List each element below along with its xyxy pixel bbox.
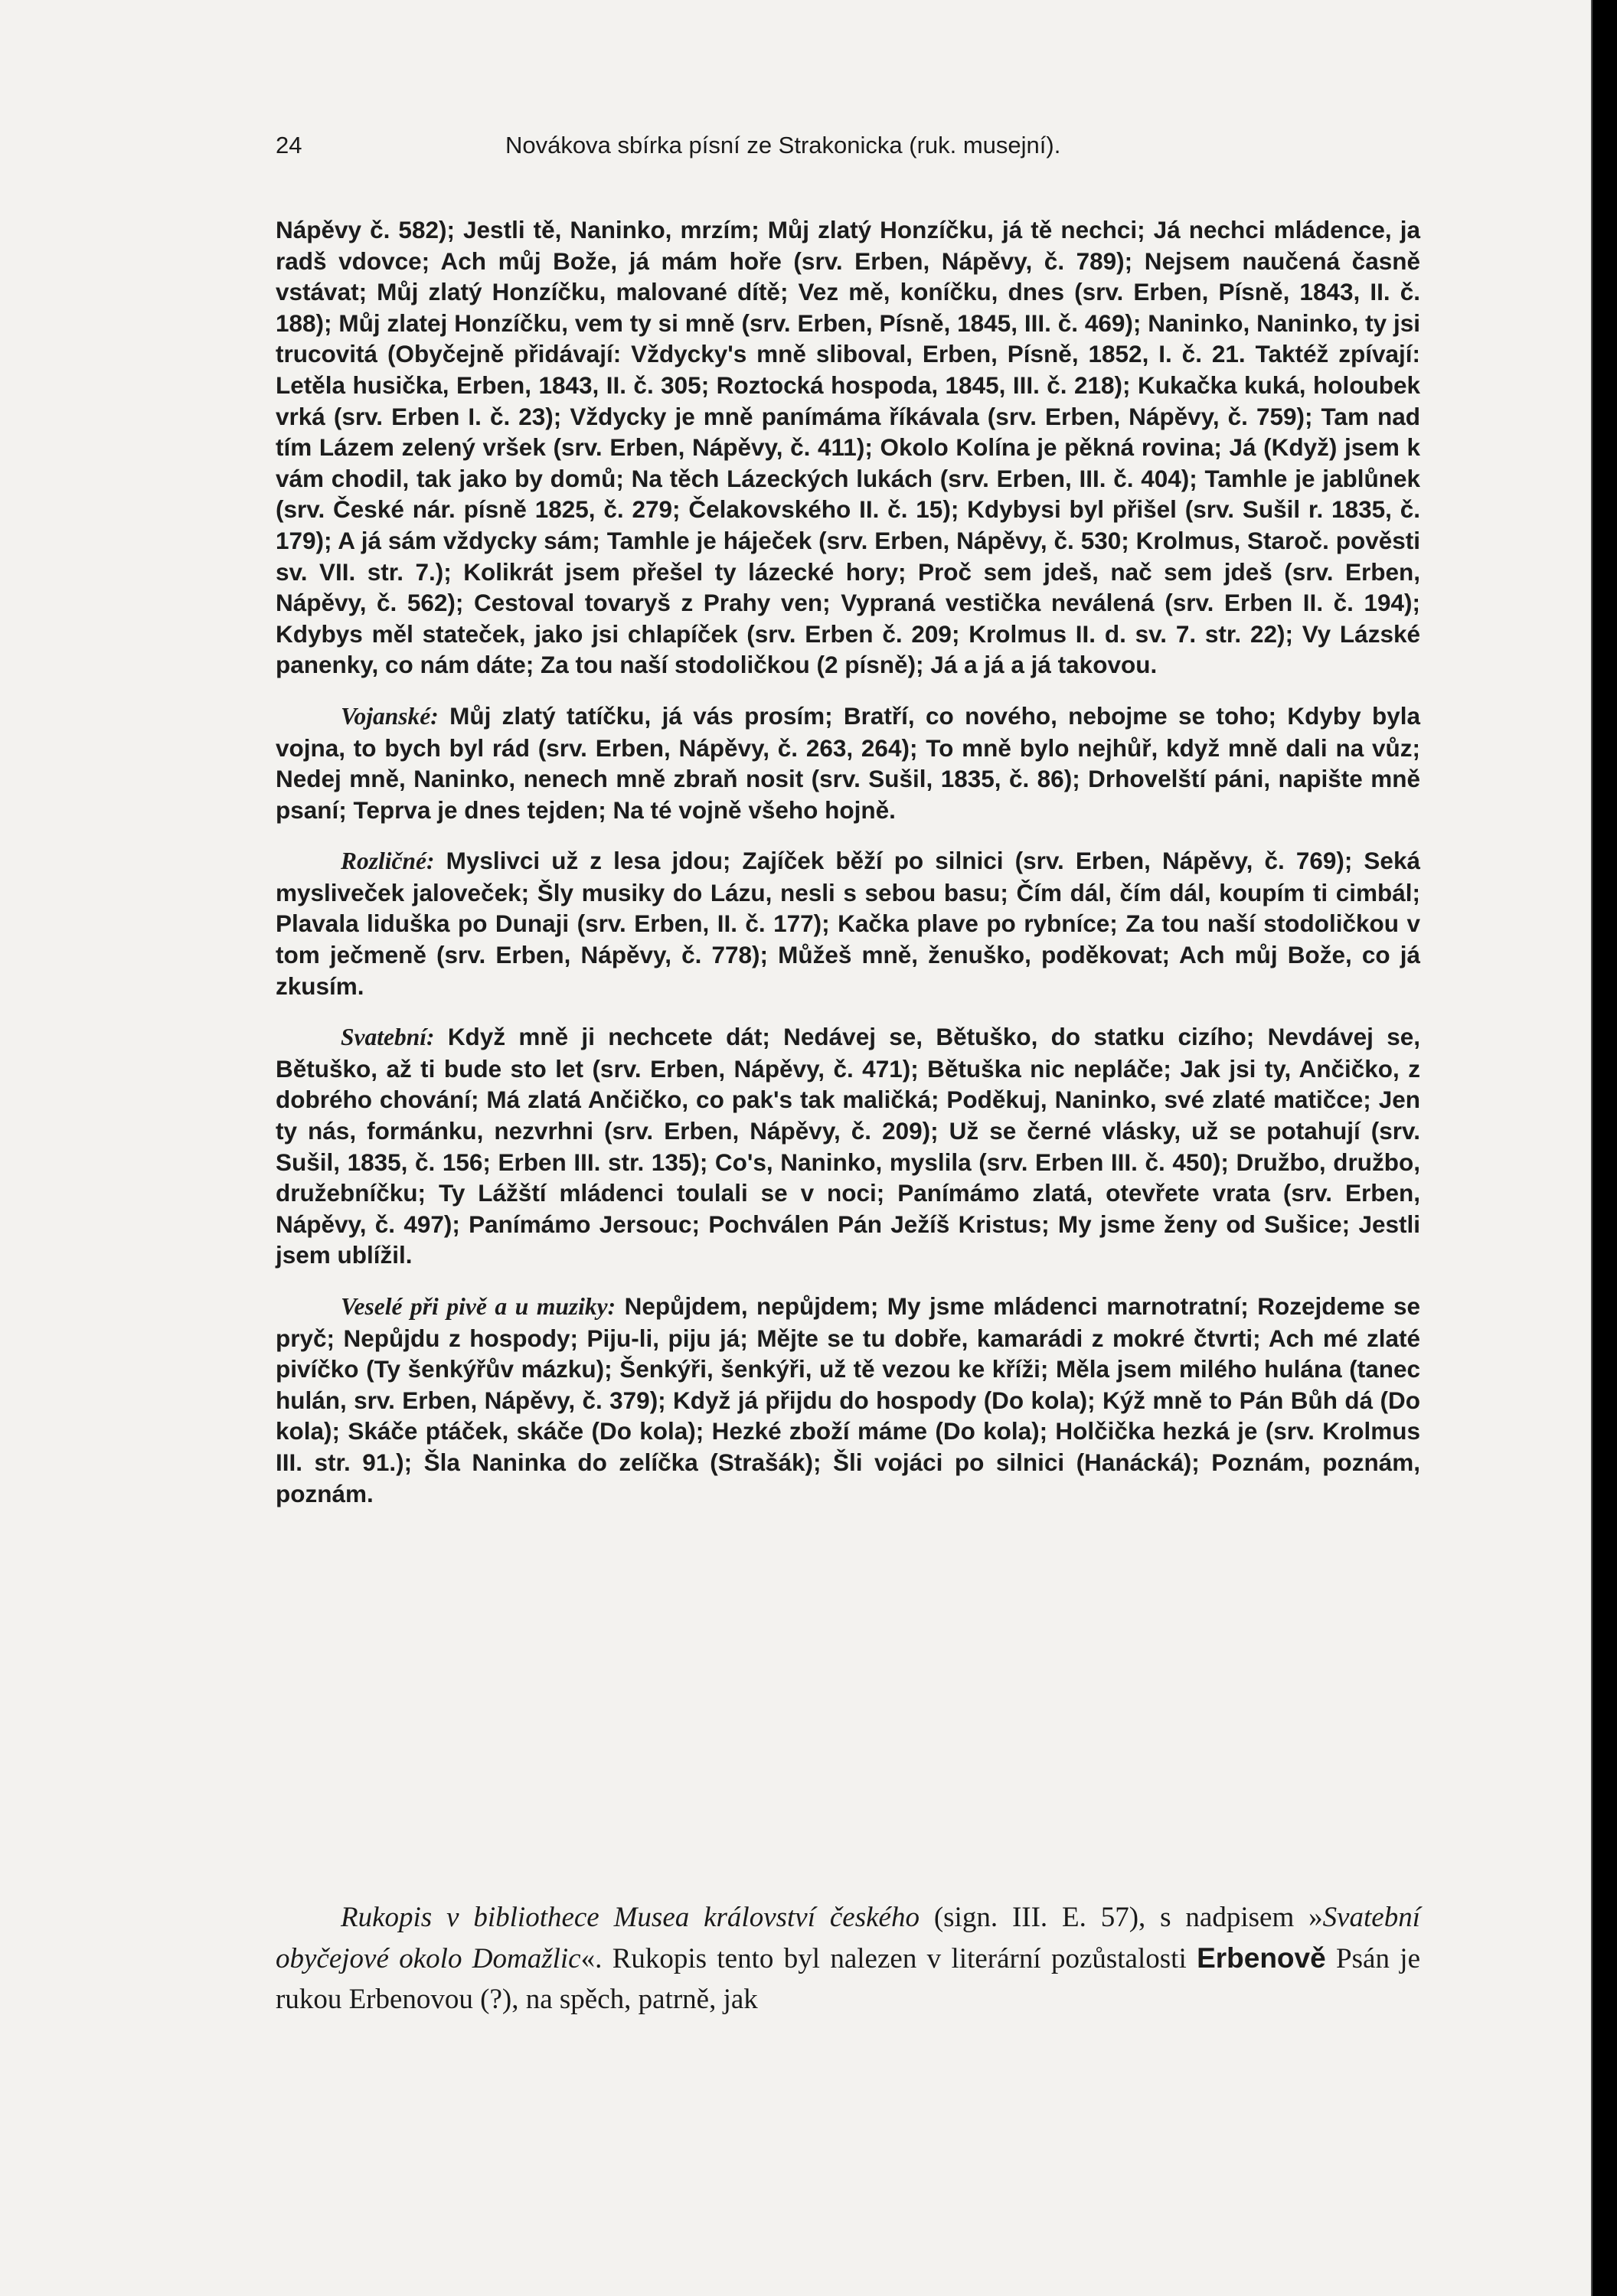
paragraph-vojanske	[276, 701, 1420, 825]
section-lead-svatebni: Svatební:	[341, 1024, 435, 1051]
page-number: 24	[276, 132, 302, 158]
manuscript-title: Rukopis v bibliothece Musea království českého	[341, 1902, 920, 1933]
manuscript-text-part: Psán je rukou Erbenovou (?), na spěch, patrně, jak	[276, 1943, 1420, 2015]
paragraph-text: Myslivci už z lesa jdou; Zajíček běží po silnici (srv. Erben, Nápěvy, č. 769); Seká mysliveček jaloveček; Šly musiky do Lázu, nesli s sebou basu; Čím dál, čím dál, koupím ti cimbál; Plavala liduška po Dunaji (srv. Erben, II. č. 177); Kačka plave po rybníce; Za tou naší stodoličkou v tom ječmeně (srv. Erben, Nápěvy, č. 778); Můžeš mně, ženuško, poděkovat; Ach můj Bože, co já zkusím.	[276, 847, 1420, 1000]
section-lead-vesele: Veselé při pivě a u muziky:	[341, 1293, 616, 1320]
manuscript-text-part: (sign. III. E. 57), s nadpisem »	[919, 1902, 1323, 1933]
manuscript-author: Erbenově	[1197, 1942, 1326, 1974]
paragraph-rozlicne	[276, 845, 1420, 1001]
paragraph-text: Nápěvy č. 582); Jestli tě, Naninko, mrzím; Můj zlatý Honzíčku, já tě nechci; Já nechci mládence, ja radš vdovce; Ach můj Bože, já mám hoře (srv. Erben, Nápěvy, č. 789); Nejsem naučená časně vstávat; Můj zlatý Honzíčku, malované dítě; Vez mě, koníčku, dnes (srv. Erben, Písně, 1843, II. č. 188); Můj zlatej Honzíčku, vem ty si mně (srv. Erben, Písně, 1845, III. č. 469); Naninko, Naninko, ty jsi trucovitá (Obyčejně přidávají: Vždycky's mně sliboval, Erben, Písně, 1852, I. č. 21. Taktéž zpívají: Letěla husička, Erben, 1843, II. č. 305; Roztocká hospoda, 1845, III. č. 218); Kukačka kuká, holoubek vrká (srv. Erben I. č. 23); Vždycky je mně panímáma říkávala (srv. Erben, Nápěvy, č. 759); Tam nad tím Lázem zelený vršek (srv. Erben, Nápěvy, č. 411); Okolo Kolína je pěkná rovina; Já (Když) jsem k vám chodil, tak jako by domů; Na těch Lázeckých lukách (srv. Erben, III. č. 404); Tamhle je jablůnek (srv. České nár. písně 1825, č. 279; Čelakovského II. č. 15); Kdybysi byl přišel (srv. Sušil r. 1835, č. 179); A já sám vždycky sám; Tamhle je háječek (srv. Erben, Nápěvy, č. 530; Krolmus, Staroč. pověsti sv. VII. str. 7.); Kolikrát jsem přešel ty lázecké hory; Proč sem jdeš, nač sem jdeš (srv. Erben, Nápěvy, č. 562); Cestoval tovaryš z Prahy ven; Vypraná vestička neválená (srv. Erben II. č. 194); Kdybys měl stateček, jako jsi chlapíček (srv. Erben č. 209; Krolmus II. d. sv. 7. str. 22); Vy Lázské panenky, co nám dáte; Za tou naší stodoličkou (2 písně); Já a já a já takovou.	[276, 216, 1420, 679]
manuscript-paragraph	[276, 1897, 1420, 2020]
song-list-body	[276, 214, 1420, 1509]
paragraph-svatebni	[276, 1021, 1420, 1271]
paragraph-vesele	[276, 1291, 1420, 1509]
paragraph-text: Nepůjdem, nepůjdem; My jsme mládenci marnotratní; Rozejdeme se pryč; Nepůjdu z hospody; Piju-li, piju já; Mějte se tu dobře, kamarádi z mokré čtvrti; Ach mé zlaté pivíčko (Ty šenkýřův mázku); Šenkýři, šenkýři, už tě vezou ke kříži; Měla jsem milého hulána (tanec hulán, srv. Erben, Nápěvy, č. 379); Když já přijdu do hospody (Do kola); Kýž mně to Pán Bůh dá (Do kola); Skáče ptáček, skáče (Do kola); Hezké zboží máme (Do kola); Holčička hezká je (srv. Krolmus III. str. 91.); Šla Naninka do zelíčka (Strašák); Šli vojáci po silnici (Hanácká); Poznám, poznám, poznám.	[276, 1292, 1420, 1507]
manuscript-heading: Svatební obyčejové okolo Domažlic	[276, 1902, 1420, 1974]
paragraph-text: Když mně ji nechcete dát; Nedávej se, Bětuško, do statku cizího; Nevdávej se, Bětuško, až ti bude sto let (srv. Erben, Nápěvy, č. 471); Bětuška nic nepláče; Jak jsi ty, Ančičko, z dobrého chování; Má zlatá Ančičko, co pak's tak maličká; Poděkuj, Naninko, své zlaté matičce; Jen ty nás, formánku, nezvrhni (srv. Erben, Nápěvy, č. 209); Už se černé vlásky, už se potahují (srv. Sušil, 1835, č. 156; Erben III. str. 135); Co's, Naninko, myslila (srv. Erben III. č. 450); Družbo, družbo, družebníčku; Ty Lážští mládenci toulali se v noci; Panímámo zlatá, otevřete vrata (srv. Erben, Nápěvy, č. 497); Panímámo Jersouc; Pochválen Pán Ježíš Kristus; My jsme ženy od Sušice; Jestli jsem ublížil.	[276, 1023, 1420, 1269]
scan-border	[1592, 0, 1617, 2296]
paragraph-text: Můj zlatý tatíčku, já vás prosím; Bratří, co nového, nebojme se toho; Kdyby byla vojna, to bych byl rád (srv. Erben, Nápěvy, č. 263, 264); To mně bylo nejhůř, když mně dali na vůz; Nedej mně, Naninko, nenech mně zbraň nosit (srv. Sušil, 1835, č. 86); Drhovelští páni, napište mně psaní; Teprva je dnes tejden; Na té vojně všeho hojně.	[276, 701, 1420, 824]
running-header	[276, 132, 1348, 170]
paragraph-continuation	[276, 214, 1420, 681]
section-lead-vojanske: Vojanské:	[341, 702, 439, 730]
manuscript-text-part: «. Rukopis tento byl nalezen v literární pozůstalosti	[580, 1943, 1197, 1974]
section-lead-rozlicne: Rozličné:	[341, 848, 435, 875]
running-title: Novákova sbírka písní ze Strakonicka (ruk. musejní).	[505, 132, 1061, 158]
